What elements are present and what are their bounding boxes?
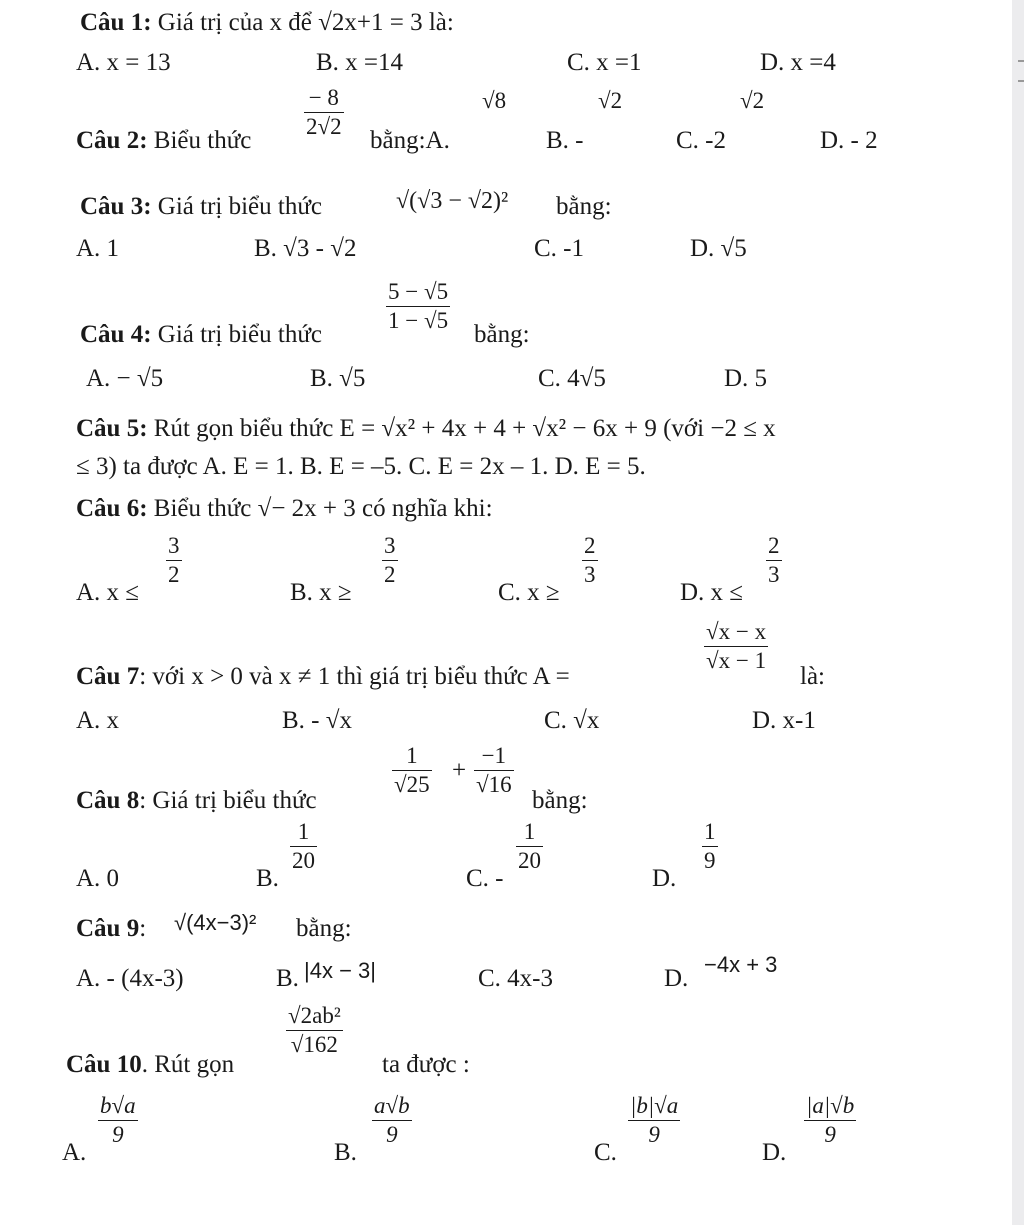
- q2-over-label-d: √2: [740, 88, 765, 113]
- q10-option-b-fraction: $\frac{a√b}{9}$: [374, 1093, 410, 1147]
- q10-option-d-fraction: $\frac{|a|√b}{9}$: [806, 1093, 855, 1147]
- q8-plus-sign: +: [452, 757, 467, 784]
- q4-option-d: D. 5: [724, 365, 768, 392]
- q1-option-d: D. x =4: [760, 49, 836, 76]
- question-1-label: Câu 1:: [80, 9, 152, 36]
- q1-option-c: C. x =1: [567, 49, 642, 76]
- q2-option-c: C. -2: [676, 127, 726, 154]
- question-3-stem: Câu 3: Giá trị biểu thức: [80, 193, 322, 220]
- q9-after: bằng:: [296, 915, 352, 942]
- q7-option-d: D. x-1: [752, 707, 816, 734]
- q10-fraction: [286, 1002, 343, 1059]
- question-7-stem: Câu 7: với x > 0 và x ≠ 1 thì giá trị biểu thức A =: [76, 663, 570, 690]
- q10-option-c-fraction: $\frac{|b|√a}{9}$: [630, 1093, 679, 1147]
- q10-option-a: A.: [62, 1139, 87, 1166]
- q10-option-c: C.: [594, 1139, 617, 1166]
- q2-fraction: [304, 84, 344, 141]
- q3-option-a: A. 1: [76, 235, 120, 262]
- q6-option-c-fraction: $\frac{2}{3}$: [584, 533, 596, 587]
- q9-option-b-value: |4x − 3|: [304, 958, 376, 983]
- q8-fraction-2: $\frac{-1}{√16}$: [476, 743, 512, 797]
- q4-denominator: 1 − √5: [388, 308, 449, 333]
- question-4-stem: Câu 4: Giá trị biểu thức: [80, 321, 322, 348]
- q6-option-a: A. x ≤: [76, 579, 140, 606]
- q4-fraction: [386, 278, 450, 335]
- q4-numerator: 5 − √5: [388, 279, 449, 304]
- q7-option-b: B. - √x: [282, 707, 352, 734]
- q4-option-a: A. − √5: [86, 365, 164, 392]
- question-10-stem: Câu 10. Rút gọn: [66, 1051, 235, 1078]
- question-2-label: Câu 2: Biểu thức: [76, 127, 252, 154]
- q6-option-d-fraction: $\frac{2}{3}$: [768, 533, 780, 587]
- q9-option-c: C. 4x-3: [478, 965, 553, 992]
- q7-option-c: C. √x: [544, 707, 600, 734]
- q9-option-b-label: B.: [276, 965, 299, 992]
- edge-mark-top: [1018, 60, 1024, 62]
- q6-option-a-fraction: $\frac{3}{2}$: [168, 533, 180, 587]
- q7-numerator: √x − x: [706, 619, 767, 644]
- question-8-stem: Câu 8: Giá trị biểu thức: [76, 787, 317, 814]
- q3-option-d: D. √5: [690, 235, 747, 262]
- q9-option-a: A. - (4x-3): [76, 965, 184, 992]
- q10-option-a-fraction: $\frac{b√a}{9}$: [100, 1093, 136, 1147]
- q3-option-c: C. -1: [534, 235, 584, 262]
- q7-after: là:: [800, 663, 825, 690]
- question-6-stem: Câu 6: Biểu thức √− 2x + 3 có nghĩa khi:: [76, 495, 493, 522]
- question-5-line2: ≤ 3) ta được A. E = 1. B. E = –5. C. E = 2x – 1. D. E = 5.: [76, 453, 646, 480]
- question-1-stem: [80, 8, 454, 38]
- q6-option-c: C. x ≥: [498, 579, 560, 606]
- q2-after: bằng:A.: [370, 127, 450, 154]
- q8-option-d: D.: [652, 865, 677, 892]
- q8-after: bằng:: [532, 787, 588, 814]
- q2-option-d: D. - 2: [820, 127, 878, 154]
- q1-option-a: A. x = 13: [76, 49, 171, 76]
- q8-fraction-1: $\frac{1}{√25}$: [394, 743, 430, 797]
- q10-after: ta được :: [382, 1051, 470, 1078]
- q10-option-b: B.: [334, 1139, 357, 1166]
- q3-after: bằng:: [556, 193, 612, 220]
- q3-option-b: B. √3 - √2: [254, 235, 357, 262]
- q7-option-a: A. x: [76, 707, 120, 734]
- edge-mark-bottom: [1018, 80, 1024, 82]
- q7-denominator: √x − 1: [706, 648, 767, 673]
- q2-over-label-c: √2: [598, 88, 623, 113]
- q4-after: bằng:: [474, 321, 530, 348]
- q2-option-b: B. -: [546, 127, 584, 154]
- q6-option-d: D. x ≤: [680, 579, 744, 606]
- q2-over-label-b: √8: [482, 88, 507, 113]
- q4-option-c: C. 4√5: [538, 365, 606, 392]
- q8-option-b-fraction: $\frac{1}{20}$: [292, 819, 315, 873]
- q8-option-a: A. 0: [76, 865, 120, 892]
- question-9-stem: Câu 9:: [76, 915, 147, 942]
- q8-option-c: C. -: [466, 865, 504, 892]
- q4-option-b: B. √5: [310, 365, 366, 392]
- q8-option-c-fraction: $\frac{1}{20}$: [518, 819, 541, 873]
- q2-denominator: 2√2: [306, 114, 342, 139]
- q8-option-b: B.: [256, 865, 279, 892]
- q8-option-d-fraction: $\frac{1}{9}$: [704, 819, 716, 873]
- q3-expression: √(√3 − √2)²: [396, 188, 509, 214]
- q9-expression: √(4x−3)²: [174, 910, 257, 935]
- q6-option-b: B. x ≥: [290, 579, 352, 606]
- q2-numerator: − 8: [308, 85, 339, 110]
- q9-option-d-value: −4x + 3: [704, 952, 778, 977]
- question-1-text: Giá trị của x để √2x+1 = 3 là:: [157, 9, 454, 36]
- q10-denominator: √162: [286, 1030, 343, 1059]
- q10-option-d: D.: [762, 1139, 787, 1166]
- q10-numerator: √2ab²: [288, 1003, 341, 1028]
- q7-fraction: [704, 618, 768, 675]
- q6-option-b-fraction: $\frac{3}{2}$: [384, 533, 396, 587]
- question-5-line1: Câu 5: Rút gọn biểu thức E = √x² + 4x + 4 + √x² − 6x + 9 (với −2 ≤ x: [76, 415, 776, 442]
- q1-option-b: B. x =14: [316, 49, 404, 76]
- q9-option-d-label: D.: [664, 965, 689, 992]
